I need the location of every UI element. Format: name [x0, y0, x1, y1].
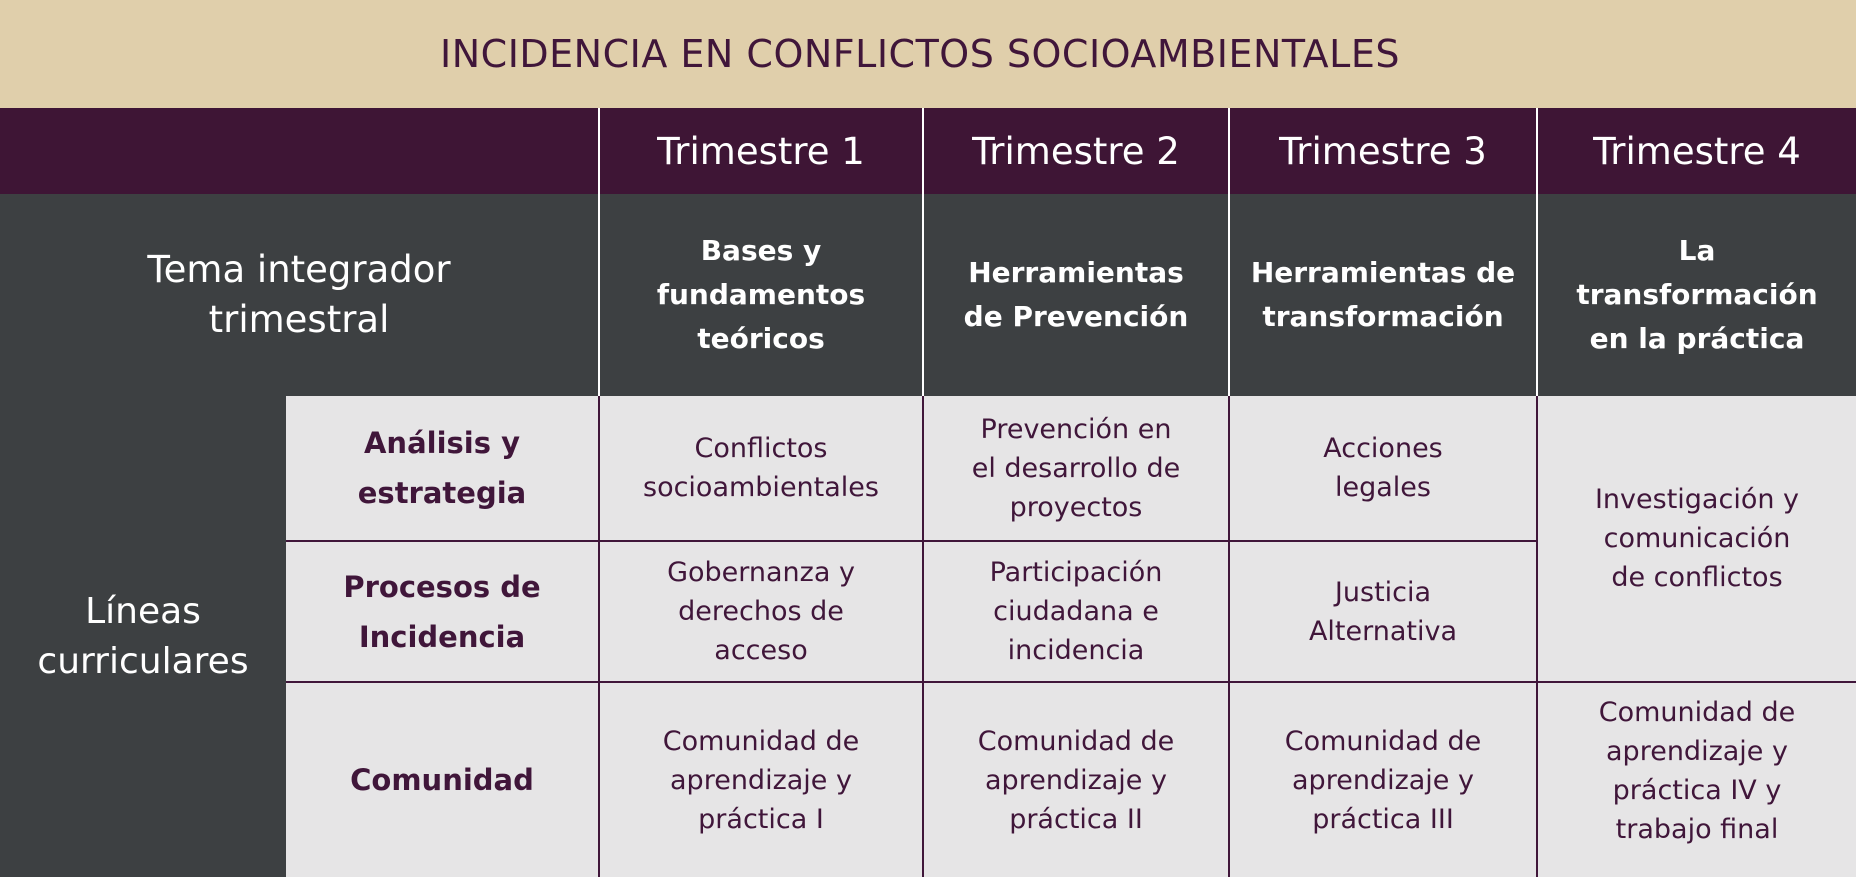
- grid-line: [922, 396, 924, 877]
- trimester-header-row: [0, 108, 1856, 194]
- grid-line: [1536, 108, 1538, 396]
- grid-line: [1536, 396, 1538, 877]
- grid-line: [1228, 396, 1230, 877]
- header-trimestre-3: Trimestre 3: [1279, 129, 1487, 173]
- cell-analisis-t1: Conflictos socioambientales: [643, 433, 879, 503]
- cell-merged-t4: Investigación y comunicación de conflictos: [1594, 484, 1800, 593]
- theme-cell-4: La transformación en la práctica: [1576, 234, 1818, 355]
- grid-line: [598, 108, 600, 396]
- theme-cell-2: Herramientas de Prevención: [963, 256, 1189, 333]
- grid-line: [286, 540, 1536, 542]
- cell-procesos-t3: Justicia Alternativa: [1308, 576, 1458, 647]
- cell-procesos-t1: Gobernanza y derechos de acceso: [667, 557, 855, 666]
- theme-cell-1: Bases y fundamentos teóricos: [656, 234, 866, 355]
- grid-line: [286, 681, 1856, 683]
- cell-analisis-t2: Prevención en el desarrollo de proyectos: [971, 413, 1181, 523]
- grid-line: [1228, 108, 1230, 396]
- header-trimestre-4: Trimestre 4: [1593, 129, 1801, 173]
- header-trimestre-1: Trimestre 1: [657, 129, 865, 173]
- row-label-analisis: Análisis y estrategia: [357, 426, 527, 510]
- row-label-comunidad: Comunidad: [350, 763, 534, 797]
- cell-procesos-t2: Participación ciudadana e incidencia: [989, 557, 1163, 666]
- cell-comunidad-t2: Comunidad de aprendizaje y práctica II: [977, 725, 1175, 835]
- theme-row: [0, 194, 1856, 396]
- title-banner: [0, 0, 1856, 108]
- theme-row-label: Tema integrador trimestral: [147, 248, 451, 341]
- cell-comunidad-t1: Comunidad de aprendizaje y práctica I: [662, 725, 860, 835]
- cell-analisis-t3: Acciones legales: [1323, 433, 1443, 503]
- cell-comunidad-t4: Comunidad de aprendizaje y práctica IV y trabajo final: [1598, 697, 1796, 845]
- grid-line: [922, 108, 924, 396]
- cell-comunidad-t3: Comunidad de aprendizaje y práctica III: [1284, 725, 1482, 835]
- page-title: INCIDENCIA EN CONFLICTOS SOCIOAMBIENTALES: [440, 32, 1400, 76]
- lineas-curriculares-label: Líneas curriculares: [0, 396, 286, 877]
- theme-cell-3: Herramientas de transformación: [1250, 256, 1516, 333]
- row-label-procesos: Procesos de Incidencia: [343, 569, 541, 654]
- grid-line: [598, 396, 600, 877]
- header-trimestre-2: Trimestre 2: [972, 129, 1180, 173]
